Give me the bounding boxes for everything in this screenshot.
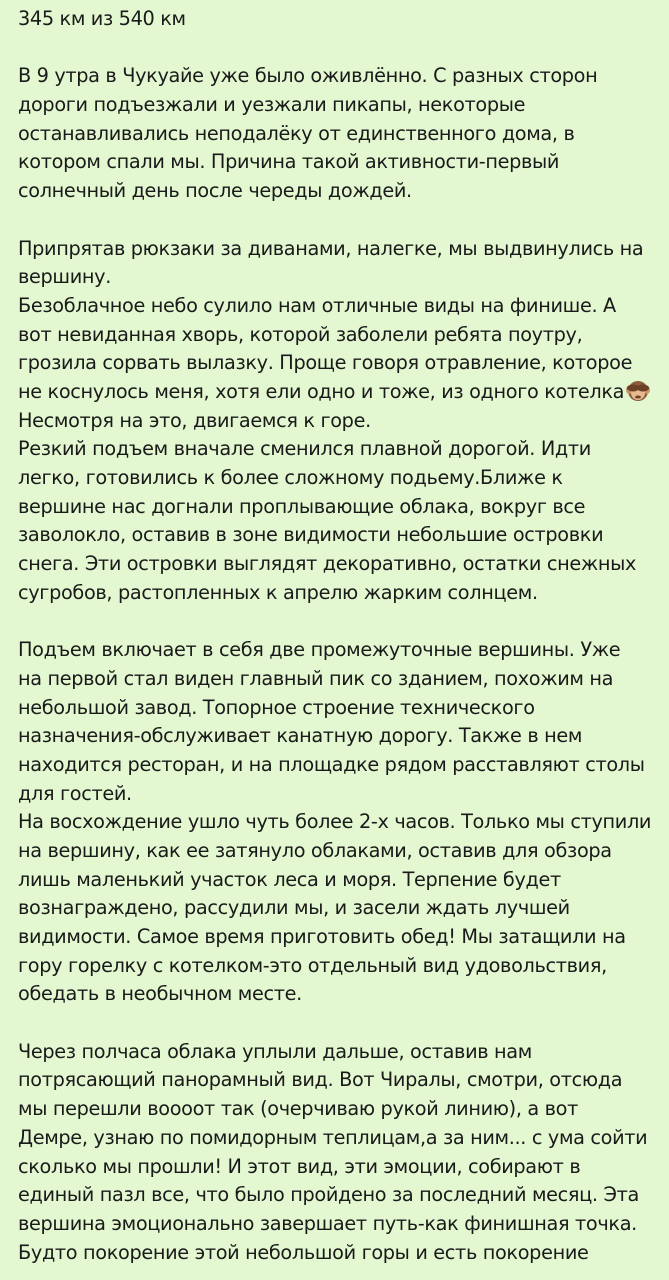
text-line: Припрятав рюкзаки за диванами, налегке, мы выдвинулись на bbox=[18, 236, 644, 260]
text-line: мы перешли вооoот так (очерчиваю рукой линию), а вот bbox=[18, 1097, 578, 1121]
text-line: небольшой завод. Топорное строение технического bbox=[18, 695, 535, 719]
paragraph-2 bbox=[18, 235, 659, 608]
distance-header bbox=[18, 5, 659, 34]
text-line: легко, готовились к более сложному подьему.Ближе к bbox=[18, 466, 563, 489]
text-line: вершина эмоционально завершает путь-как финишная точка. bbox=[18, 1211, 637, 1235]
text-line: В 9 утра в Чукуайе уже было оживлённо. С разных сторон bbox=[18, 64, 598, 88]
text-line: находится ресторан, и на площадке рядом расставляют столы bbox=[18, 752, 645, 776]
text-line: Через полчаса облака уплыли дальше, оставив нам bbox=[18, 1039, 532, 1063]
text-line: снега. Эти островки выглядят декоративно, остатки снежных bbox=[18, 552, 637, 576]
distance-text: 345 км из 540 км bbox=[18, 7, 186, 30]
text-line: на вершину, как ее затянуло облаками, оставив для обзора bbox=[18, 838, 612, 862]
text-line: назначения-обслуживает канатную дорогу. Также в нем bbox=[18, 724, 583, 748]
text-line: Безоблачное небо сулило нам отличные виды на финише. А bbox=[18, 293, 616, 317]
text-line: потрясающий панорамный вид. Вот Чиралы, смотри, отсюда bbox=[18, 1068, 623, 1092]
text-line: вот невиданная хворь, которой заболели ребята поутру, bbox=[18, 322, 583, 346]
text-line: Демре, узнаю по помидорным теплицам,а за ним... с ума сойти bbox=[18, 1125, 648, 1149]
text-line: вершину. bbox=[18, 265, 111, 289]
see-no-evil-monkey-icon bbox=[625, 378, 651, 411]
text-line: останавливались неподалёку от единственного дома, в bbox=[18, 121, 575, 145]
text-line: единый пазл все, что было пройдено за последний месяц. Эта bbox=[18, 1183, 639, 1207]
text-line: грозила сорвать вылазку. Проще говоря отравление, которое bbox=[18, 351, 633, 375]
text-line: гору горелку с котелком-это отдельный вид удовольствия, bbox=[18, 953, 607, 977]
paragraph-1 bbox=[18, 62, 659, 205]
text-line: котором спали мы. Причина такой активности-первый bbox=[18, 150, 560, 174]
text-line: дороги подъезжали и уезжали пикапы, некоторые bbox=[18, 93, 526, 117]
text-line: лишь маленький участок леса и моря. Терпение будет bbox=[18, 867, 561, 891]
paragraph-3 bbox=[18, 636, 659, 1009]
text-line-with-emoji bbox=[18, 378, 659, 407]
text-line: сколько мы прошли! И этот вид, эти эмоции, собирают в bbox=[18, 1154, 581, 1178]
paragraph-4 bbox=[18, 1038, 659, 1268]
text-line: на первой стал виден главный пик со зданием, похожим на bbox=[18, 666, 614, 690]
text-line: сугробов, растопленных к апрелю жарким солнцем. bbox=[18, 580, 538, 604]
text-line: Подъем включает в себя две промежуточные вершины. Уже bbox=[18, 638, 621, 662]
text-line: Несмотря на это, двигаемся к горе. bbox=[18, 408, 371, 432]
text-line: вершине нас догнали проплывающие облака, вокруг все bbox=[18, 494, 586, 518]
text-line: вознаграждено, рассудили мы, и засели ждать лучшей bbox=[18, 896, 570, 920]
text-line: На восхождение ушло чуть более 2-х часов. Только мы ступили bbox=[18, 810, 652, 834]
text-line: для гостей. bbox=[18, 781, 132, 805]
text-line: видимости. Самое время приготовить обед! Мы затащили на bbox=[18, 925, 626, 948]
text-line: обедать в необычном месте. bbox=[18, 982, 302, 1006]
text-line: Будто покорение этой небольшой горы и есть покорение bbox=[18, 1240, 589, 1264]
text-line: солнечный день после череды дождей. bbox=[18, 179, 412, 203]
text-line: Резкий подъем вначале сменился плавной дорогой. Идти bbox=[18, 437, 591, 461]
text-line: не коснулось меня, хотя ели одно и тоже, из одного котелка bbox=[18, 379, 625, 403]
text-line: заволокло, оставив в зоне видимости небольшие островки bbox=[18, 523, 604, 547]
